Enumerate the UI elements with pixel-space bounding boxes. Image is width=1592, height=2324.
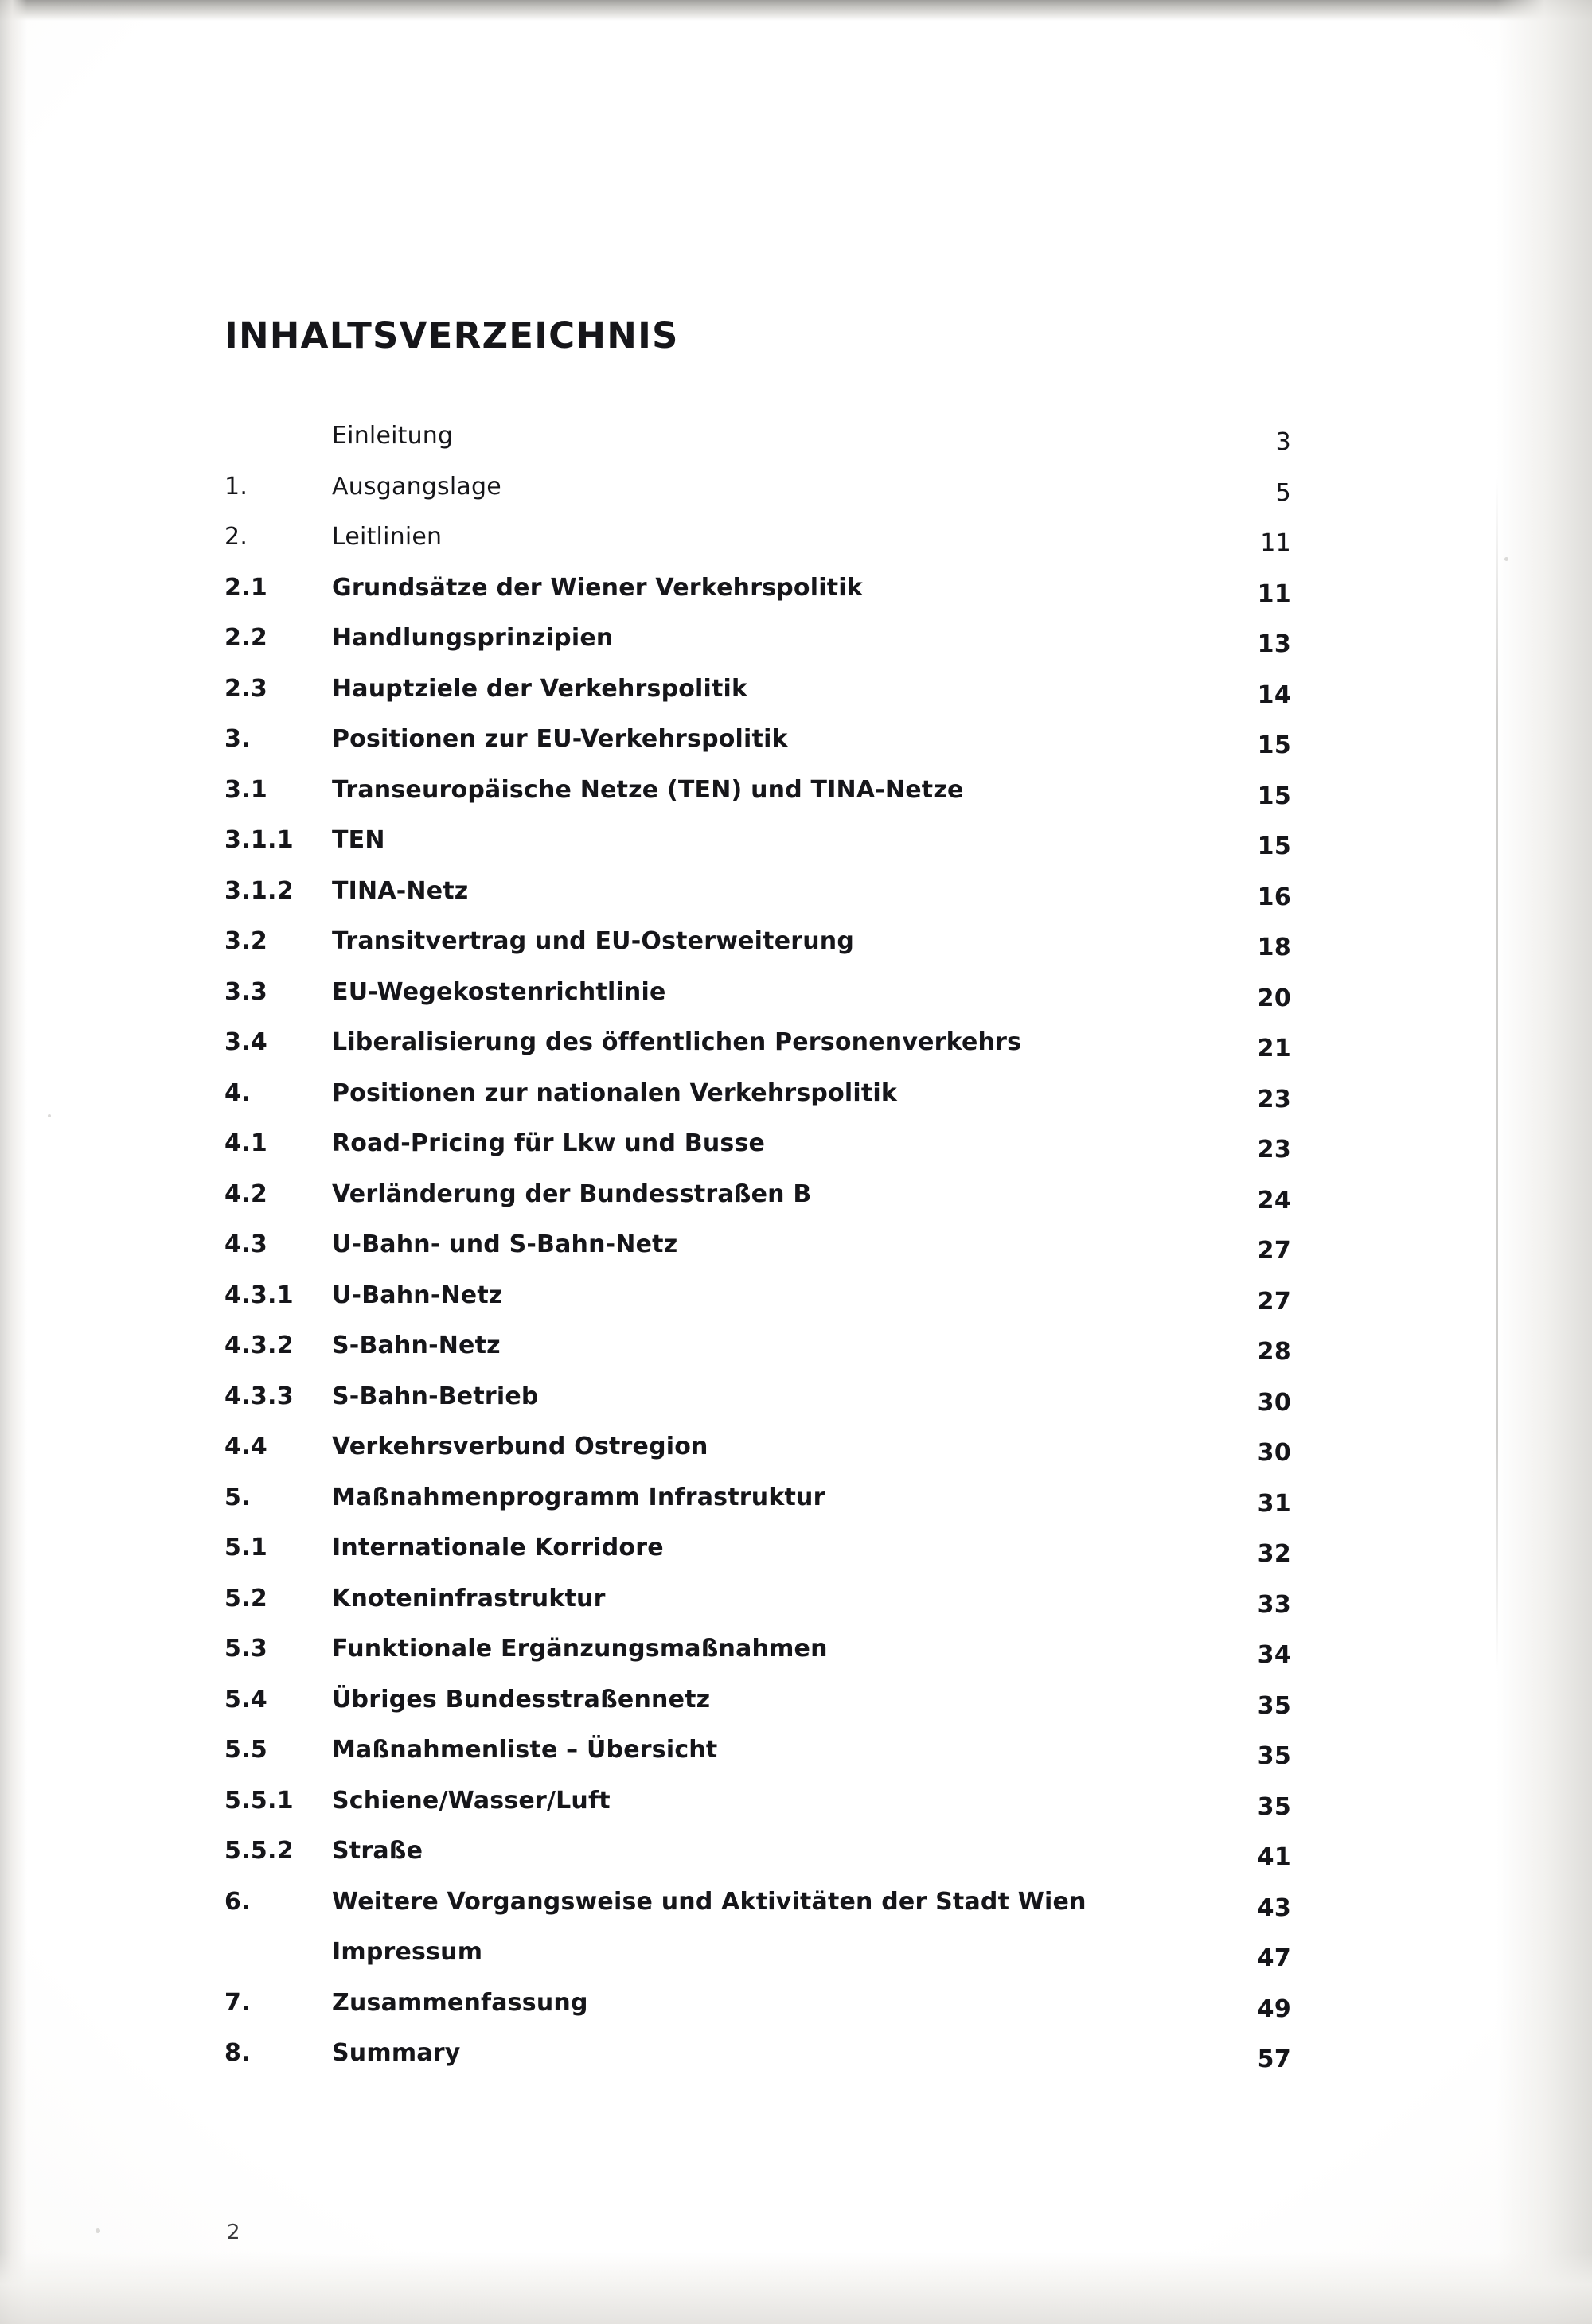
- toc-entry-page: 35: [1257, 1792, 1291, 1821]
- toc-entry-number: 4.3.1: [224, 1281, 294, 1309]
- toc-entry-number: 4.: [224, 1078, 251, 1107]
- toc-entry[interactable]: [224, 1635, 1291, 1686]
- toc-entry-number: 6.: [224, 1887, 251, 1916]
- toc-entry[interactable]: [224, 675, 1291, 726]
- toc-entry-number: 5.5.1: [224, 1786, 294, 1815]
- toc-entry-number: 4.3.3: [224, 1382, 294, 1410]
- toc-entry-page: 34: [1257, 1641, 1291, 1669]
- toc-entry[interactable]: [224, 1433, 1291, 1484]
- toc-entry-number: 3.1.1: [224, 826, 294, 854]
- toc-entry-page: 11: [1257, 579, 1291, 608]
- toc-entry-number: 5.5: [224, 1736, 268, 1764]
- toc-entry-label: Ausgangslage: [332, 472, 501, 501]
- toc-entry-number: 3.2: [224, 927, 268, 955]
- toc-entry-number: 5.: [224, 1483, 251, 1511]
- toc-entry-label: Handlungsprinzipien: [332, 624, 614, 652]
- toc-entry-page: 57: [1257, 2045, 1291, 2073]
- toc-entry-number: 8.: [224, 2039, 251, 2067]
- toc-entry-label: Verländerung der Bundesstraßen B: [332, 1180, 812, 1208]
- toc-entry-page: 41: [1257, 1843, 1291, 1871]
- toc-entry[interactable]: [224, 523, 1291, 574]
- toc-entry[interactable]: [224, 1129, 1291, 1180]
- toc-entry-label: U-Bahn-Netz: [332, 1281, 503, 1309]
- toc-entry-number: 5.1: [224, 1534, 268, 1562]
- toc-entry-page: 15: [1257, 782, 1291, 810]
- toc-entry-label: Transeuropäische Netze (TEN) und TINA-Netze: [332, 775, 964, 804]
- toc-entry-label: S-Bahn-Netz: [332, 1332, 501, 1359]
- toc-entry-label: Weitere Vorgangsweise und Aktivitäten der Stadt Wien: [332, 1887, 1087, 1916]
- toc-entry-page: 27: [1257, 1237, 1291, 1265]
- toc-entry-page: 5: [1275, 478, 1291, 507]
- toc-entry-label: Transitvertrag und EU-Osterweiterung: [332, 927, 855, 955]
- toc-entry-page: 30: [1257, 1439, 1291, 1467]
- toc-entry-label: Road-Pricing für Lkw und Busse: [332, 1129, 766, 1157]
- toc-entry-label: Hauptziele der Verkehrspolitik: [332, 674, 748, 703]
- toc-entry-number: 4.1: [224, 1129, 268, 1157]
- toc-entry[interactable]: [224, 1989, 1291, 2040]
- toc-entry-page: 18: [1257, 934, 1291, 961]
- toc-entry-number: 2.3: [224, 674, 268, 703]
- toc-entry[interactable]: [224, 1079, 1291, 1130]
- toc-entry-label: TINA-Netz: [332, 876, 469, 905]
- toc-entry[interactable]: [224, 1484, 1291, 1534]
- toc-entry-label: Liberalisierung des öffentlichen Personenverkehrs: [332, 1028, 1022, 1056]
- toc-entry[interactable]: [224, 422, 1291, 473]
- toc-entry-page: 49: [1257, 1995, 1291, 2023]
- toc-entry-label: Knoteninfrastruktur: [332, 1584, 606, 1612]
- toc-entry-number: 7.: [224, 1988, 251, 2017]
- toc-entry[interactable]: [224, 826, 1291, 877]
- toc-entry-page: 30: [1257, 1388, 1291, 1417]
- toc-entry-label: Leitlinien: [332, 523, 443, 551]
- toc-entry-label: U-Bahn- und S-Bahn-Netz: [332, 1230, 678, 1258]
- toc-entry-page: 14: [1257, 680, 1291, 709]
- toc-entry-label: Einleitung: [332, 422, 454, 450]
- toc-entry-label: Impressum: [332, 1938, 483, 1966]
- toc-entry-page: 32: [1257, 1540, 1291, 1568]
- toc-entry[interactable]: [224, 1332, 1291, 1382]
- toc-entry[interactable]: [224, 927, 1291, 978]
- toc-entry-page: 13: [1257, 630, 1291, 658]
- toc-entry[interactable]: [224, 624, 1291, 675]
- toc-entry[interactable]: [224, 1837, 1291, 1888]
- toc-entry-number: 3.1.2: [224, 876, 294, 905]
- toc-entry-number: 4.3: [224, 1230, 268, 1258]
- toc-entry[interactable]: [224, 1180, 1291, 1231]
- page-title: INHALTSVERZEICHNIS: [224, 314, 679, 357]
- toc-entry[interactable]: [224, 1938, 1291, 1989]
- toc-entry[interactable]: [224, 877, 1291, 928]
- toc-entry-label: Straße: [332, 1837, 423, 1865]
- toc-entry-page: 21: [1257, 1035, 1291, 1063]
- table-of-contents: [224, 422, 1291, 2090]
- toc-entry[interactable]: [224, 1736, 1291, 1787]
- toc-entry-number: 5.4: [224, 1685, 268, 1714]
- toc-entry-page: 23: [1257, 1136, 1291, 1164]
- toc-entry[interactable]: [224, 1382, 1291, 1433]
- toc-entry-page: 31: [1257, 1489, 1291, 1518]
- toc-entry-number: 2.2: [224, 624, 268, 652]
- toc-entry[interactable]: [224, 574, 1291, 625]
- toc-entry-label: Zusammenfassung: [332, 1988, 588, 2017]
- toc-entry-page: 3: [1275, 428, 1291, 456]
- toc-entry-page: 24: [1257, 1186, 1291, 1215]
- toc-entry-number: 5.5.2: [224, 1837, 294, 1865]
- toc-entry[interactable]: [224, 1534, 1291, 1585]
- toc-entry-number: 3.: [224, 725, 251, 753]
- toc-entry-page: 28: [1257, 1338, 1291, 1366]
- toc-entry[interactable]: [224, 1230, 1291, 1281]
- toc-entry-number: 3.1: [224, 775, 268, 804]
- toc-entry-label: Maßnahmenliste – Übersicht: [332, 1736, 718, 1764]
- toc-entry[interactable]: [224, 1281, 1291, 1332]
- toc-entry[interactable]: [224, 776, 1291, 827]
- toc-entry-page: 43: [1257, 1893, 1291, 1922]
- toc-entry-page: 15: [1257, 833, 1291, 860]
- toc-entry-number: 4.3.2: [224, 1332, 294, 1359]
- toc-entry-number: 3.4: [224, 1028, 268, 1056]
- toc-entry[interactable]: [224, 1686, 1291, 1737]
- toc-entry-label: Übriges Bundesstraßennetz: [332, 1685, 711, 1714]
- toc-entry-page: 27: [1257, 1287, 1291, 1316]
- toc-entry-number: 4.2: [224, 1180, 268, 1208]
- toc-entry[interactable]: [224, 2039, 1291, 2090]
- toc-entry-page: 35: [1257, 1691, 1291, 1720]
- toc-entry[interactable]: [224, 1585, 1291, 1636]
- toc-entry-label: Verkehrsverbund Ostregion: [332, 1433, 708, 1460]
- toc-entry-label: Summary: [332, 2039, 461, 2067]
- toc-entry[interactable]: [224, 1888, 1291, 1939]
- toc-entry-label: TEN: [332, 826, 385, 854]
- toc-entry-page: 11: [1260, 529, 1291, 557]
- toc-entry-label: EU-Wegekostenrichtlinie: [332, 977, 666, 1006]
- toc-entry-label: Positionen zur EU-Verkehrspolitik: [332, 725, 788, 753]
- toc-entry-page: 23: [1257, 1085, 1291, 1113]
- toc-entry-label: Grundsätze der Wiener Verkehrspolitik: [332, 573, 863, 602]
- toc-entry-label: Internationale Korridore: [332, 1534, 664, 1562]
- toc-entry[interactable]: [224, 1028, 1291, 1079]
- toc-entry[interactable]: [224, 473, 1291, 524]
- toc-entry-page: 20: [1257, 984, 1291, 1012]
- toc-entry-number: 5.2: [224, 1584, 268, 1612]
- toc-entry-page: 35: [1257, 1742, 1291, 1770]
- toc-entry-number: 2.1: [224, 573, 268, 602]
- toc-entry-number: 4.4: [224, 1433, 268, 1460]
- toc-entry-number: 2.: [224, 523, 248, 551]
- toc-entry-page: 16: [1257, 883, 1291, 911]
- toc-entry-number: 5.3: [224, 1635, 268, 1663]
- toc-entry-number: 1.: [224, 472, 248, 501]
- toc-entry-page: 47: [1257, 1944, 1291, 1972]
- toc-entry-page: 15: [1257, 731, 1291, 759]
- toc-entry-label: Funktionale Ergänzungsmaßnahmen: [332, 1635, 828, 1663]
- toc-entry[interactable]: [224, 978, 1291, 1029]
- toc-entry-label: S-Bahn-Betrieb: [332, 1382, 539, 1410]
- toc-entry-label: Positionen zur nationalen Verkehrspolitik: [332, 1078, 898, 1107]
- toc-entry[interactable]: [224, 1787, 1291, 1838]
- toc-entry-number: 3.3: [224, 977, 268, 1006]
- page-number: 2: [227, 2221, 240, 2244]
- toc-entry[interactable]: [224, 725, 1291, 776]
- toc-entry-page: 33: [1257, 1590, 1291, 1619]
- toc-entry-label: Schiene/Wasser/Luft: [332, 1786, 611, 1815]
- toc-entry-label: Maßnahmenprogramm Infrastruktur: [332, 1483, 825, 1511]
